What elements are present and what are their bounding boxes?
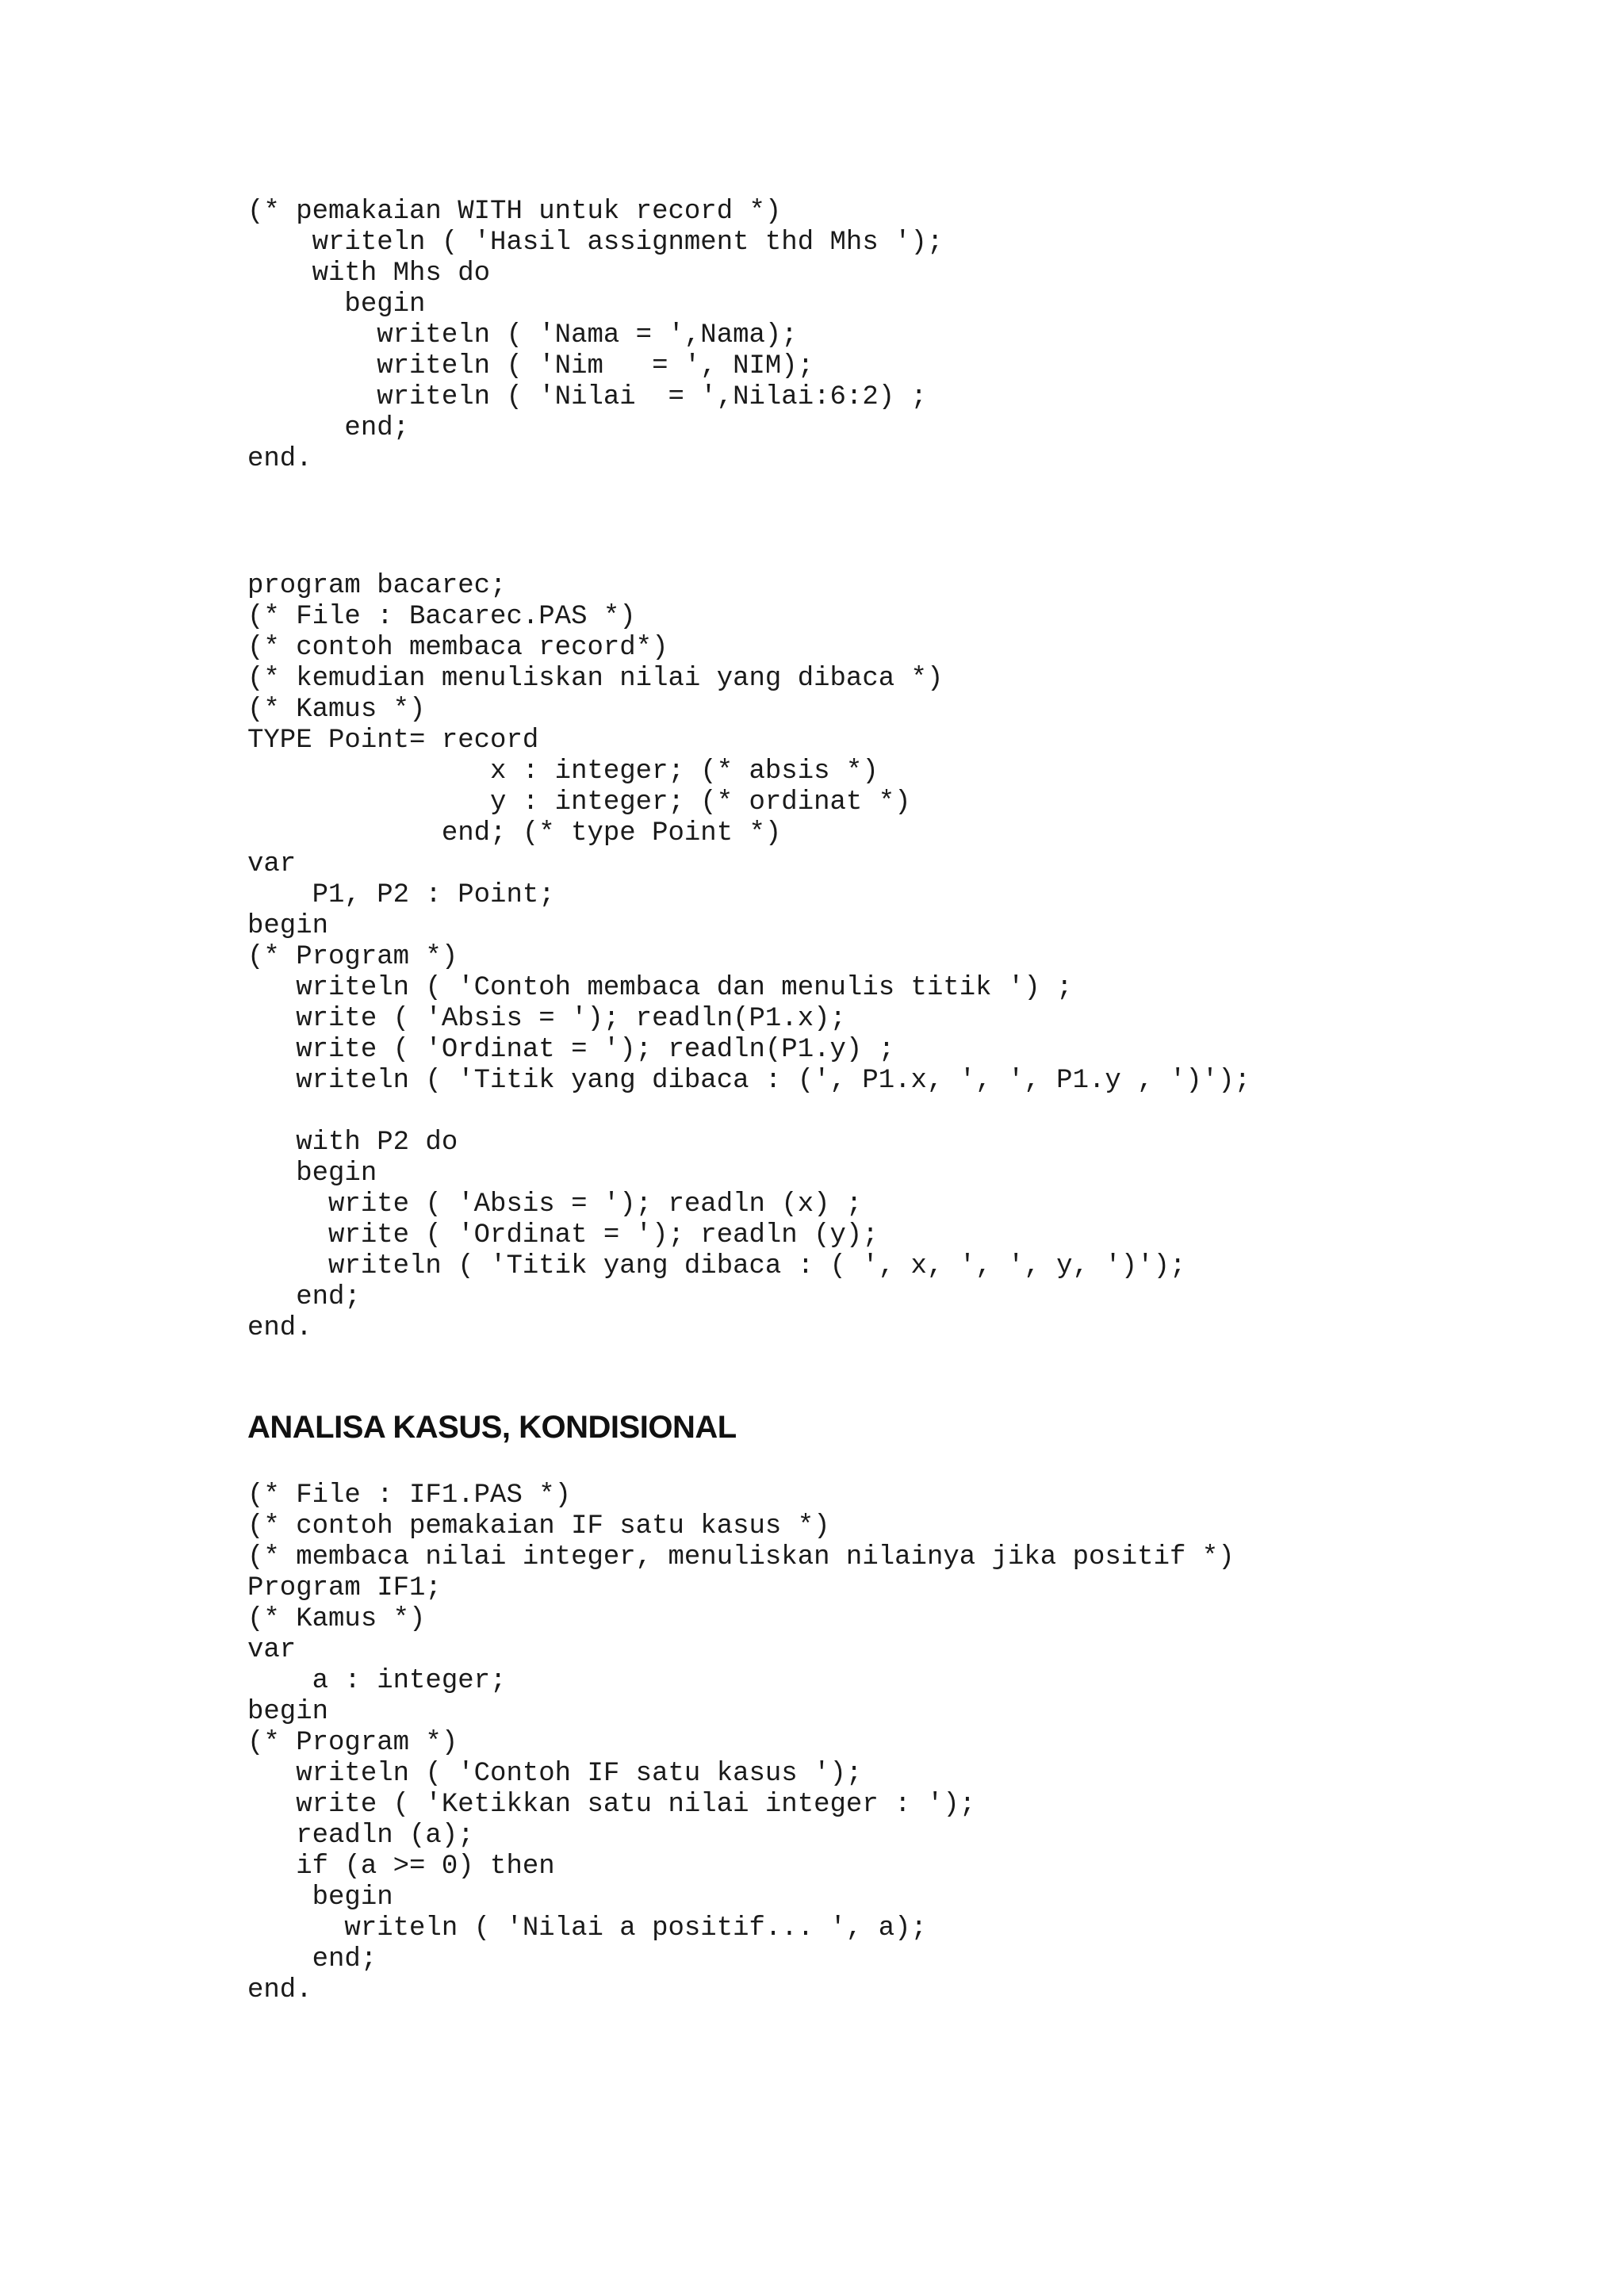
code-line: (* membaca nilai integer, menuliskan nilainya jika positif *) [247, 1542, 1235, 1572]
code-line: end. [247, 1313, 312, 1343]
code-line: end. [247, 444, 312, 474]
code-line: Program IF1; [247, 1573, 442, 1603]
code-line: y : integer; (* ordinat *) [247, 787, 911, 818]
code-line: (* Program *) [247, 942, 458, 972]
code-line: writeln ( 'Contoh membaca dan menulis titik ') ; [247, 973, 1073, 1003]
code-line: write ( 'Ketikkan satu nilai integer : '); [247, 1790, 976, 1820]
code-line: end; [247, 1944, 377, 1974]
code-line: TYPE Point= record [247, 726, 539, 756]
code-line: write ( 'Absis = '); readln(P1.x); [247, 1004, 846, 1034]
code-line: end; [247, 413, 410, 443]
code-block-with-record [247, 197, 943, 475]
code-line: (* contoh membaca record*) [247, 633, 668, 663]
code-line [247, 1097, 1251, 1128]
code-line: (* File : Bacarec.PAS *) [247, 602, 636, 632]
code-line: begin [247, 1158, 377, 1189]
code-line: P1, P2 : Point; [247, 880, 555, 910]
code-line: write ( 'Ordinat = '); readln (y); [247, 1220, 879, 1250]
section-heading-analisa-kasus: ANALISA KASUS, KONDISIONAL [247, 1410, 737, 1445]
code-line: writeln ( 'Contoh IF satu kasus '); [247, 1759, 863, 1789]
code-line: (* contoh pemakaian IF satu kasus *) [247, 1511, 830, 1541]
code-line: write ( 'Ordinat = '); readln(P1.y) ; [247, 1035, 895, 1065]
code-line: writeln ( 'Hasil assignment thd Mhs '); [247, 228, 944, 258]
code-line: writeln ( 'Nilai = ',Nilai:6:2) ; [247, 382, 927, 412]
code-line: with P2 do [247, 1128, 458, 1158]
code-line: var [247, 849, 297, 879]
code-line: x : integer; (* absis *) [247, 756, 879, 787]
code-line: (* Kamus *) [247, 695, 426, 725]
code-line: (* File : IF1.PAS *) [247, 1480, 572, 1511]
code-line: (* Program *) [247, 1728, 458, 1758]
code-line: (* pemakaian WITH untuk record *) [247, 197, 782, 227]
code-line: writeln ( 'Titik yang dibaca : ( ', x, ', ', y, ')'); [247, 1251, 1186, 1281]
code-line: if (a >= 0) then [247, 1852, 555, 1882]
code-line: with Mhs do [247, 259, 491, 289]
code-line: end; [247, 1282, 361, 1312]
code-line: write ( 'Absis = '); readln (x) ; [247, 1189, 863, 1220]
code-line: readln (a); [247, 1821, 474, 1851]
code-block-bacarec [247, 571, 1251, 1344]
code-line: begin [247, 911, 329, 941]
code-line: end. [247, 1975, 312, 2005]
code-line: (* Kamus *) [247, 1604, 426, 1634]
code-line: begin [247, 1882, 393, 1913]
code-line: var [247, 1635, 297, 1665]
code-line: end; (* type Point *) [247, 818, 782, 848]
code-line: writeln ( 'Nim = ', NIM); [247, 351, 814, 381]
code-line: a : integer; [247, 1666, 507, 1696]
code-line: writeln ( 'Titik yang dibaca : (', P1.x, ', ', P1.y , ')'); [247, 1066, 1251, 1096]
code-line: (* kemudian menuliskan nilai yang dibaca *) [247, 664, 944, 694]
code-block-if1 [247, 1480, 1235, 2006]
code-line: begin [247, 1697, 329, 1727]
code-line: begin [247, 289, 426, 320]
code-line: program bacarec; [247, 571, 507, 601]
code-line: writeln ( 'Nama = ',Nama); [247, 320, 798, 350]
code-line: writeln ( 'Nilai a positif... ', a); [247, 1913, 927, 1944]
